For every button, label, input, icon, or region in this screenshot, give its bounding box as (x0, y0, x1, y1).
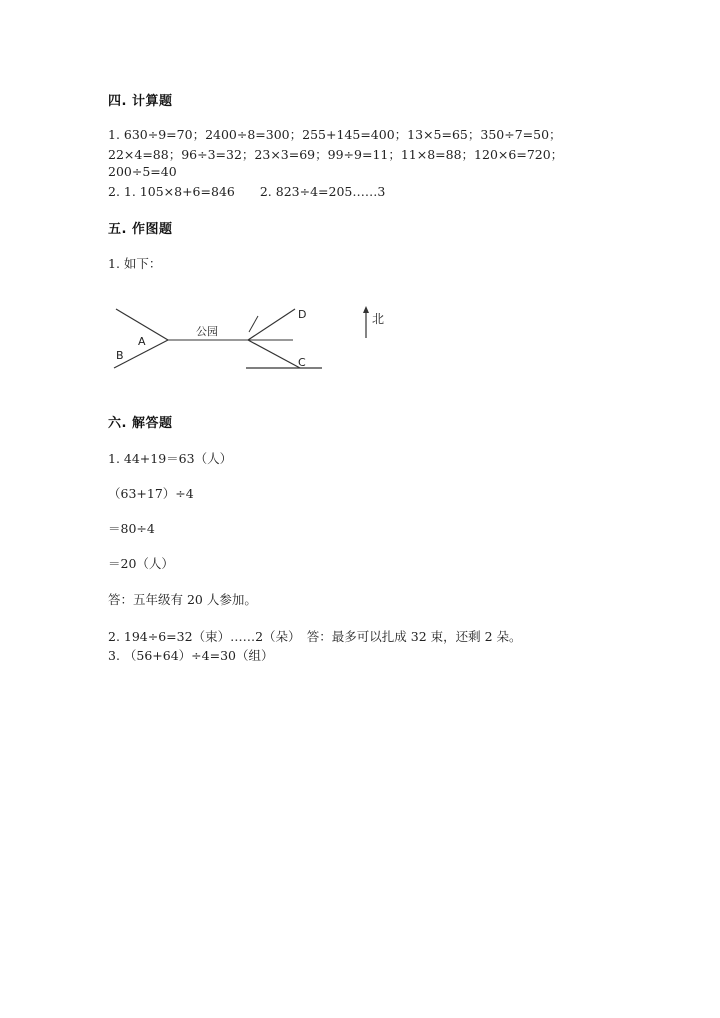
answer-3: 3. （56+64）÷4=30（组） (108, 648, 274, 663)
calc-line-4: 2. 1. 105×8+6=846 2. 823÷4=205……3 (108, 184, 386, 199)
label-d: D (298, 308, 307, 321)
answer-1-line-3: ＝80÷4 (108, 521, 155, 536)
label-a: A (138, 335, 146, 348)
label-c: C (298, 356, 306, 369)
line-to-d (248, 309, 295, 340)
drawing-item-1: 1. 如下： (108, 256, 162, 271)
answer-2: 2. 194÷6=32（束）……2（朵） 答：最多可以扎成 32 束，还剩 2 朵。 (108, 629, 522, 644)
section-6-title: 六. 解答题 (108, 416, 173, 431)
calc-line-3: 200÷5=40 (108, 164, 177, 179)
label-north: 北 (372, 312, 385, 326)
label-b: B (116, 349, 124, 362)
line-to-c (248, 340, 300, 368)
answer-1-line-1: 1. 44+19＝63（人） (108, 451, 233, 466)
section-4-title: 四. 计算题 (108, 94, 173, 109)
short-branch (249, 316, 258, 332)
calc-line-2: 22×4=88；96÷3=32；23×3=69；99÷9=11；11×8=88；120×6=720； (108, 147, 564, 162)
calc-line-1: 1. 630÷9=70；2400÷8=300；255+145=400；13×5=65；350÷7=50； (108, 127, 562, 142)
answer-1-line-4: ＝20（人） (108, 556, 174, 571)
map-diagram (108, 296, 398, 376)
label-park: 公园 (196, 325, 218, 338)
north-arrow-icon (363, 306, 369, 313)
answer-1-line-2: （63+17）÷4 (108, 486, 194, 501)
section-5-title: 五. 作图题 (108, 222, 173, 237)
answer-1-conclusion: 答：五年级有 20 人参加。 (108, 592, 257, 607)
